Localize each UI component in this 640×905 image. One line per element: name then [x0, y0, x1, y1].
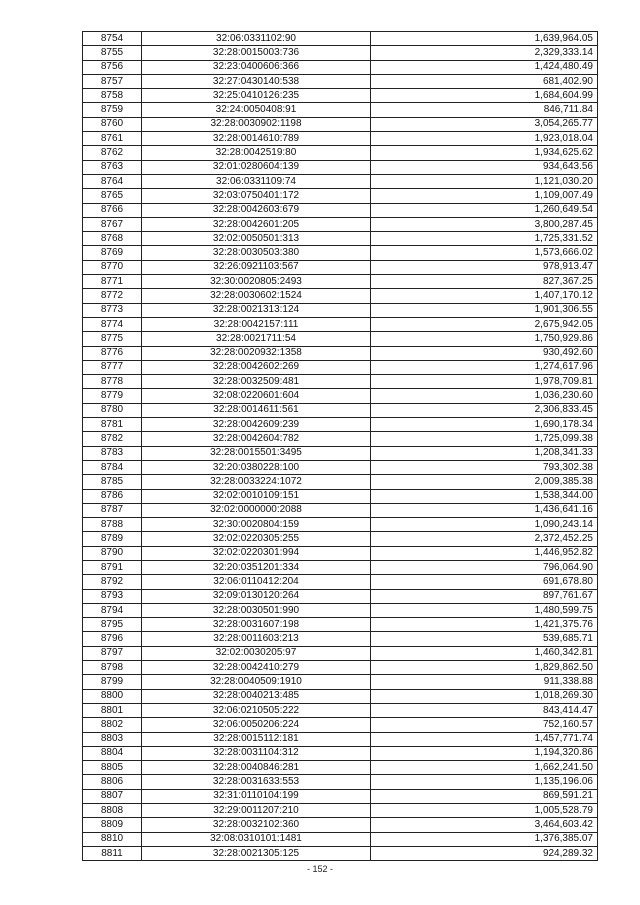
table-body [83, 32, 598, 861]
cadastral-value: 539,685.71 [371, 632, 598, 646]
cadastral-number: 32:24:0050408:91 [142, 103, 371, 117]
table-row [83, 160, 598, 174]
table-row [83, 103, 598, 117]
cadastral-number: 32:06:0210505:222 [142, 703, 371, 717]
cadastral-number: 32:28:0015112:181 [142, 732, 371, 746]
table-row [83, 332, 598, 346]
page-number: - 152 - [306, 864, 333, 874]
row-number: 8795 [83, 618, 142, 632]
cadastral-number: 32:28:0020932:1358 [142, 346, 371, 360]
row-number: 8781 [83, 418, 142, 432]
row-number: 8784 [83, 460, 142, 474]
cadastral-value: 1,194,320.86 [371, 746, 598, 760]
cadastral-number: 32:02:0000000:2088 [142, 503, 371, 517]
cadastral-number: 32:28:0021305:125 [142, 846, 371, 860]
table-row [83, 632, 598, 646]
row-number: 8755 [83, 46, 142, 60]
cadastral-value: 3,464,603.42 [371, 818, 598, 832]
cadastral-number: 32:28:0031607:198 [142, 618, 371, 632]
table-row [83, 203, 598, 217]
cadastral-value: 691,678.80 [371, 575, 598, 589]
cadastral-value: 1,690,178.34 [371, 418, 598, 432]
row-number: 8788 [83, 518, 142, 532]
row-number: 8802 [83, 718, 142, 732]
cadastral-number: 32:28:0042604:782 [142, 432, 371, 446]
row-number: 8810 [83, 832, 142, 846]
cadastral-number: 32:28:0042601:205 [142, 217, 371, 231]
row-number: 8800 [83, 689, 142, 703]
cadastral-value: 1,538,344.00 [371, 489, 598, 503]
row-number: 8773 [83, 303, 142, 317]
cadastral-value: 2,372,452.25 [371, 532, 598, 546]
cadastral-number: 32:28:0014610:789 [142, 132, 371, 146]
row-number: 8806 [83, 775, 142, 789]
row-number: 8768 [83, 232, 142, 246]
cadastral-value: 796,064.90 [371, 560, 598, 574]
cadastral-number: 32:02:0010109:151 [142, 489, 371, 503]
cadastral-value: 3,054,265.77 [371, 117, 598, 131]
cadastral-value: 1,109,007.49 [371, 189, 598, 203]
cadastral-value: 793,302.38 [371, 460, 598, 474]
table-row [83, 618, 598, 632]
row-number: 8765 [83, 189, 142, 203]
row-number: 8782 [83, 432, 142, 446]
cadastral-value: 1,208,341.33 [371, 446, 598, 460]
cadastral-number: 32:28:0042157:111 [142, 317, 371, 331]
row-number: 8772 [83, 289, 142, 303]
table-row [83, 432, 598, 446]
cadastral-number: 32:28:0032509:481 [142, 375, 371, 389]
cadastral-number: 32:02:0220305:255 [142, 532, 371, 546]
table-row [83, 518, 598, 532]
row-number: 8778 [83, 375, 142, 389]
table-row [83, 360, 598, 374]
cadastral-number: 32:28:0031633:553 [142, 775, 371, 789]
row-number: 8785 [83, 475, 142, 489]
cadastral-value: 2,306,833.45 [371, 403, 598, 417]
table-row [83, 174, 598, 188]
row-number: 8767 [83, 217, 142, 231]
cadastral-value: 1,135,196.06 [371, 775, 598, 789]
cadastral-value: 1,274,617.96 [371, 360, 598, 374]
table-row [83, 275, 598, 289]
cadastral-value: 681,402.90 [371, 74, 598, 88]
cadastral-value: 1,829,862.50 [371, 661, 598, 675]
table-row [83, 689, 598, 703]
table-row [83, 117, 598, 131]
cadastral-value: 1,018,269.30 [371, 689, 598, 703]
table-row [83, 846, 598, 860]
cadastral-value: 1,457,771.74 [371, 732, 598, 746]
table-row [83, 260, 598, 274]
cadastral-number: 32:28:0042410:279 [142, 661, 371, 675]
table-row [83, 418, 598, 432]
table-row [83, 475, 598, 489]
cadastral-number: 32:28:0030503:380 [142, 246, 371, 260]
table-row [83, 661, 598, 675]
cadastral-number: 32:09:0130120:264 [142, 589, 371, 603]
table-row [83, 775, 598, 789]
table-row [83, 804, 598, 818]
row-number: 8804 [83, 746, 142, 760]
cadastral-value: 1,090,243.14 [371, 518, 598, 532]
row-number: 8774 [83, 317, 142, 331]
row-number: 8789 [83, 532, 142, 546]
cadastral-number: 32:06:0110412:204 [142, 575, 371, 589]
table-row [83, 189, 598, 203]
row-number: 8796 [83, 632, 142, 646]
row-number: 8776 [83, 346, 142, 360]
cadastral-value: 2,009,385.38 [371, 475, 598, 489]
cadastral-value: 1,036,230.60 [371, 389, 598, 403]
cadastral-number: 32:08:0220601:604 [142, 389, 371, 403]
cadastral-number: 32:02:0030205:97 [142, 646, 371, 660]
cadastral-value: 752,160.57 [371, 718, 598, 732]
cadastral-number: 32:28:0042603:679 [142, 203, 371, 217]
cadastral-number: 32:29:0011207:210 [142, 804, 371, 818]
table-row [83, 246, 598, 260]
table-row [83, 146, 598, 160]
table-row [83, 46, 598, 60]
cadastral-number: 32:31:0110104:199 [142, 789, 371, 803]
cadastral-value: 911,338.88 [371, 675, 598, 689]
row-number: 8783 [83, 446, 142, 460]
row-number: 8807 [83, 789, 142, 803]
row-number: 8792 [83, 575, 142, 589]
row-number: 8763 [83, 160, 142, 174]
table-row [83, 375, 598, 389]
cadastral-value: 978,913.47 [371, 260, 598, 274]
table-row [83, 589, 598, 603]
cadastral-number: 32:06:0050206:224 [142, 718, 371, 732]
cadastral-number: 32:01:0280604:139 [142, 160, 371, 174]
row-number: 8759 [83, 103, 142, 117]
cadastral-value: 3,800,287.45 [371, 217, 598, 231]
table-row [83, 446, 598, 460]
cadastral-number: 32:03:0750401:172 [142, 189, 371, 203]
cadastral-number: 32:28:0040846:281 [142, 761, 371, 775]
row-number: 8803 [83, 732, 142, 746]
cadastral-number: 32:02:0220301:994 [142, 546, 371, 560]
table-row [83, 389, 598, 403]
row-number: 8758 [83, 89, 142, 103]
row-number: 8764 [83, 174, 142, 188]
cadastral-number: 32:20:0351201:334 [142, 560, 371, 574]
table-row [83, 546, 598, 560]
row-number: 8805 [83, 761, 142, 775]
row-number: 8809 [83, 818, 142, 832]
cadastral-value: 1,460,342.81 [371, 646, 598, 660]
cadastral-number: 32:25:0410126:235 [142, 89, 371, 103]
cadastral-value: 2,675,942.05 [371, 317, 598, 331]
cadastral-value: 1,421,375.76 [371, 618, 598, 632]
table-row [83, 818, 598, 832]
cadastral-value: 930,492.60 [371, 346, 598, 360]
cadastral-number: 32:28:0030602:1524 [142, 289, 371, 303]
cadastral-number: 32:28:0011603:213 [142, 632, 371, 646]
cadastral-number: 32:28:0040509:1910 [142, 675, 371, 689]
table-row [83, 789, 598, 803]
cadastral-value: 869,591.21 [371, 789, 598, 803]
table-row [83, 289, 598, 303]
table-row [83, 575, 598, 589]
cadastral-value: 1,480,599.75 [371, 603, 598, 617]
cadastral-value: 1,725,331.52 [371, 232, 598, 246]
table-row [83, 746, 598, 760]
row-number: 8777 [83, 360, 142, 374]
cadastral-value: 1,901,306.55 [371, 303, 598, 317]
table-row [83, 646, 598, 660]
cadastral-number: 32:28:0030902:1198 [142, 117, 371, 131]
cadastral-number: 32:02:0050501:313 [142, 232, 371, 246]
table-row [83, 603, 598, 617]
row-number: 8801 [83, 703, 142, 717]
cadastral-number: 32:06:0331102:90 [142, 32, 371, 46]
cadastral-value: 843,414.47 [371, 703, 598, 717]
cadastral-number: 32:30:0020805:2493 [142, 275, 371, 289]
cadastral-number: 32:28:0042519:80 [142, 146, 371, 160]
row-number: 8780 [83, 403, 142, 417]
cadastral-value: 827,367.25 [371, 275, 598, 289]
table-row [83, 675, 598, 689]
cadastral-value: 1,121,030.20 [371, 174, 598, 188]
cadastral-value: 1,725,099.38 [371, 432, 598, 446]
cadastral-number: 32:30:0020804:159 [142, 518, 371, 532]
row-number: 8790 [83, 546, 142, 560]
row-number: 8786 [83, 489, 142, 503]
table-row [83, 832, 598, 846]
cadastral-number: 32:06:0331109:74 [142, 174, 371, 188]
row-number: 8754 [83, 32, 142, 46]
cadastral-value: 1,573,666.02 [371, 246, 598, 260]
table-row [83, 403, 598, 417]
cadastral-value: 1,750,929.86 [371, 332, 598, 346]
cadastral-value: 1,446,952.82 [371, 546, 598, 560]
cadastral-value: 1,424,480.49 [371, 60, 598, 74]
table-row [83, 703, 598, 717]
row-number: 8760 [83, 117, 142, 131]
cadastral-value: 1,407,170.12 [371, 289, 598, 303]
row-number: 8808 [83, 804, 142, 818]
cadastral-value: 1,376,385.07 [371, 832, 598, 846]
cadastral-number: 32:28:0021313:124 [142, 303, 371, 317]
row-number: 8791 [83, 560, 142, 574]
row-number: 8756 [83, 60, 142, 74]
table-row [83, 60, 598, 74]
cadastral-number: 32:20:0380228:100 [142, 460, 371, 474]
table-row [83, 346, 598, 360]
cadastral-value: 846,711.84 [371, 103, 598, 117]
table-row [83, 560, 598, 574]
table-row [83, 718, 598, 732]
row-number: 8787 [83, 503, 142, 517]
row-number: 8757 [83, 74, 142, 88]
cadastral-number: 32:08:0310101:1481 [142, 832, 371, 846]
table-row [83, 89, 598, 103]
row-number: 8799 [83, 675, 142, 689]
row-number: 8793 [83, 589, 142, 603]
table-row [83, 74, 598, 88]
cadastral-value: 1,639,964.05 [371, 32, 598, 46]
cadastral-value: 1,662,241.50 [371, 761, 598, 775]
row-number: 8771 [83, 275, 142, 289]
table-row [83, 303, 598, 317]
cadastral-number: 32:26:0921103:567 [142, 260, 371, 274]
table-row [83, 732, 598, 746]
row-number: 8762 [83, 146, 142, 160]
cadastral-number: 32:28:0030501:990 [142, 603, 371, 617]
cadastral-value-table [82, 31, 598, 861]
row-number: 8766 [83, 203, 142, 217]
cadastral-number: 32:23:0400606:366 [142, 60, 371, 74]
cadastral-value: 1,934,625.62 [371, 146, 598, 160]
row-number: 8811 [83, 846, 142, 860]
cadastral-number: 32:28:0015003:736 [142, 46, 371, 60]
cadastral-number: 32:28:0031104:312 [142, 746, 371, 760]
cadastral-value: 1,260,649.54 [371, 203, 598, 217]
cadastral-number: 32:28:0014611:561 [142, 403, 371, 417]
table-row [83, 761, 598, 775]
row-number: 8779 [83, 389, 142, 403]
row-number: 8769 [83, 246, 142, 260]
table-row [83, 132, 598, 146]
row-number: 8761 [83, 132, 142, 146]
row-number: 8797 [83, 646, 142, 660]
table-row [83, 32, 598, 46]
cadastral-value: 1,923,018.04 [371, 132, 598, 146]
cadastral-value: 1,436,641.16 [371, 503, 598, 517]
cadastral-value: 1,684,604.99 [371, 89, 598, 103]
cadastral-value: 897,761.67 [371, 589, 598, 603]
table-row [83, 489, 598, 503]
cadastral-number: 32:28:0033224:1072 [142, 475, 371, 489]
cadastral-value: 1,978,709.81 [371, 375, 598, 389]
table-row [83, 532, 598, 546]
cadastral-number: 32:28:0042609:239 [142, 418, 371, 432]
cadastral-number: 32:28:0015501:3495 [142, 446, 371, 460]
cadastral-value: 1,005,528.79 [371, 804, 598, 818]
table-row [83, 317, 598, 331]
cadastral-value: 924,289.32 [371, 846, 598, 860]
cadastral-number: 32:27:0430140:538 [142, 74, 371, 88]
row-number: 8794 [83, 603, 142, 617]
cadastral-number: 32:28:0040213:485 [142, 689, 371, 703]
table-row [83, 460, 598, 474]
table-row [83, 232, 598, 246]
row-number: 8775 [83, 332, 142, 346]
row-number: 8798 [83, 661, 142, 675]
cadastral-value: 2,329,333.14 [371, 46, 598, 60]
cadastral-number: 32:28:0042602:269 [142, 360, 371, 374]
table-row [83, 503, 598, 517]
cadastral-number: 32:28:0021711:54 [142, 332, 371, 346]
cadastral-value: 934,643.56 [371, 160, 598, 174]
table-row [83, 217, 598, 231]
cadastral-number: 32:28:0032102:360 [142, 818, 371, 832]
row-number: 8770 [83, 260, 142, 274]
